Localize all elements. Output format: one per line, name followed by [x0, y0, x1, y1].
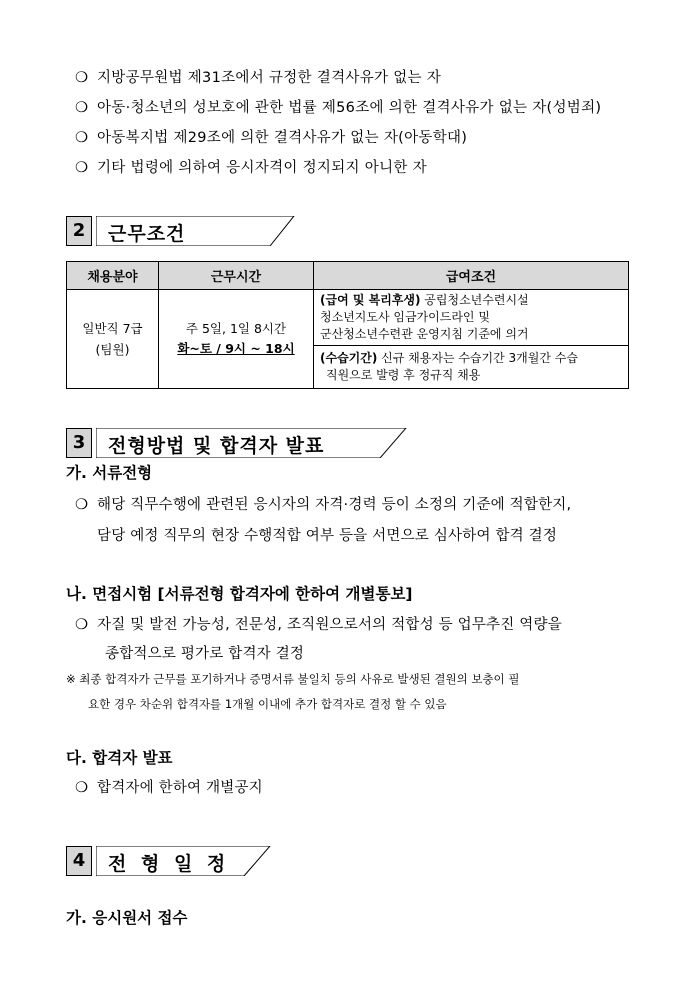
field-cell — [67, 290, 159, 389]
section-title: 전 형 일 정 — [108, 853, 230, 875]
column-header-pay: 급여조건 — [314, 262, 629, 290]
hours-cell — [159, 290, 314, 389]
section-4-header — [66, 846, 276, 876]
probation-block: (수습기간) 신규 채용자는 수습기간 3개월간 수습 직원으로 발령 후 정규직 채용 — [320, 351, 578, 382]
table-header-row — [67, 262, 629, 290]
pay-benefits-label: (급여 및 복리후생) — [320, 293, 421, 307]
document-screening-line-1: ❍ 해당 직무수행에 관련된 응시자의 자격·경력 등이 소정의 기준에 적합한지, — [75, 497, 572, 513]
work-conditions-table — [66, 261, 629, 389]
announcement-line-1: ❍ 합격자에 한하여 개별공지 — [75, 780, 263, 796]
circle-bullet-icon: ❍ — [75, 617, 89, 633]
qualification-item-2: ❍ 아동·청소년의 성보호에 관한 법률 제56조에 의한 결격사유가 없는 자(성범죄) — [75, 100, 602, 116]
section-title: 근무조건 — [108, 223, 186, 245]
subsection-interview-title: 나. 면접시험 [서류전형 합격자에 한하여 개별통보] — [66, 585, 413, 603]
document-screening-line-2: 담당 예정 직무의 현장 수행적합 여부 등을 서면으로 심사하여 합격 결정 — [97, 528, 558, 544]
circle-bullet-icon: ❍ — [75, 100, 89, 116]
section-2-header — [66, 216, 296, 246]
interview-line-2: 종합적으로 평가로 합격자 결정 — [105, 646, 305, 662]
circle-bullet-icon: ❍ — [75, 160, 89, 176]
probation-label: (수습기간) — [320, 351, 378, 365]
circle-bullet-icon: ❍ — [75, 780, 89, 796]
hours-weekly: 주 5일, 1일 8시간 — [185, 321, 287, 336]
pay-cell — [314, 290, 629, 389]
note-mark: ※ — [66, 672, 76, 686]
column-header-field: 채용분야 — [67, 262, 159, 290]
field-rank: 일반직 7급 — [82, 321, 143, 336]
section-3-header — [66, 428, 406, 458]
pay-benefits-block: (급여 및 복리후생) 공립청소년수련시설 청소년지도사 임금가이드라인 및 군산청소년수련관 운영지침 기준에 의거 — [314, 290, 628, 346]
interview-note-line-1: ※ 최종 합격자가 근무를 포기하거나 증명서류 불일치 등의 사유로 발생된 결원의 보충이 필 — [66, 672, 520, 686]
qualification-item-1: ❍ 지방공무원법 제31조에서 규정한 결격사유가 없는 자 — [75, 70, 442, 86]
qualification-item-4: ❍ 기타 법령에 의하여 응시자격이 정지되지 아니한 자 — [75, 160, 427, 176]
subsection-announcement-title: 다. 합격자 발표 — [66, 749, 173, 767]
section-title: 전형방법 및 합격자 발표 — [108, 435, 325, 457]
table-row — [67, 290, 629, 389]
interview-note-line-2: 요한 경우 차순위 합격자를 1개월 이내에 추가 합격자로 결정 할 수 있음 — [88, 697, 447, 711]
circle-bullet-icon: ❍ — [75, 70, 89, 86]
hours-schedule: 화~토 / 9시 ~ 18시 — [177, 341, 295, 356]
section-number: 4 — [66, 846, 92, 876]
interview-line-1: ❍ 자질 및 발전 가능성, 전문성, 조직원으로서의 적합성 등 업무추진 역량을 — [75, 617, 562, 633]
qualification-item-3: ❍ 아동복지법 제29조에 의한 결격사유가 없는 자(아동학대) — [75, 130, 468, 146]
subsection-application-title: 가. 응시원서 접수 — [66, 909, 188, 927]
circle-bullet-icon: ❍ — [75, 130, 89, 146]
section-number: 3 — [66, 428, 92, 458]
subsection-document-screening-title: 가. 서류전형 — [66, 464, 153, 482]
column-header-hours: 근무시간 — [159, 262, 314, 290]
section-number: 2 — [66, 216, 92, 246]
circle-bullet-icon: ❍ — [75, 497, 89, 513]
field-role: (팀원) — [95, 342, 130, 357]
